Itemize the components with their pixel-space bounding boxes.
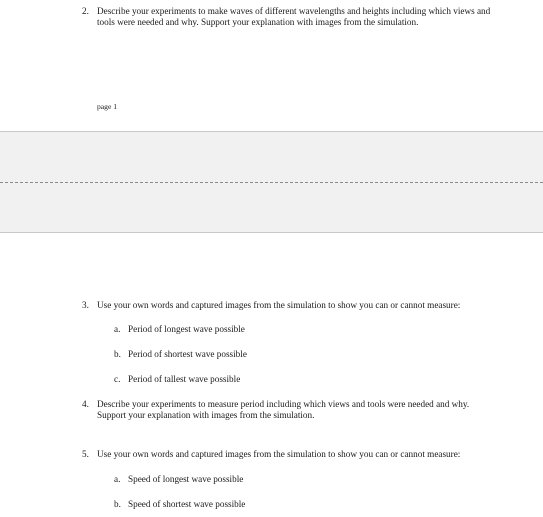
page-gap — [0, 131, 543, 233]
document-page-2 — [0, 233, 543, 517]
question-3-text: Use your own words and captured images from the simulation to show you can or cannot measure: — [97, 300, 461, 310]
question-4-number: 4. — [82, 399, 89, 409]
question-5-number: 5. — [82, 449, 89, 459]
item-letter: a. — [114, 474, 121, 484]
item-letter: b. — [114, 349, 121, 359]
document-page-1 — [0, 0, 543, 131]
item-text: Period of shortest wave possible — [128, 349, 247, 359]
item-text: Speed of shortest wave possible — [128, 499, 246, 509]
question-5-text: Use your own words and captured images from the simulation to show you can or cannot measure: — [97, 449, 461, 459]
item-letter: a. — [114, 324, 121, 334]
item-text: Period of longest wave possible — [128, 324, 245, 334]
question-2-number: 2. — [82, 6, 89, 16]
question-3-number: 3. — [82, 300, 89, 310]
page-number-footer: page 1 — [97, 102, 118, 111]
page-break-line — [0, 182, 543, 183]
item-text: Period of tallest wave possible — [128, 374, 241, 384]
item-text: Speed of longest wave possible — [128, 474, 244, 484]
item-letter: c. — [114, 374, 121, 384]
question-4-text: Describe your experiments to measure period including which views and tools were needed and why. Support your explanation with images from the simulation. — [97, 399, 470, 421]
item-letter: b. — [114, 499, 121, 509]
question-2-text: Describe your experiments to make waves of different wavelengths and heights including which views and tools were needed and why. Support your explanation with images from the simulation. — [97, 6, 491, 28]
